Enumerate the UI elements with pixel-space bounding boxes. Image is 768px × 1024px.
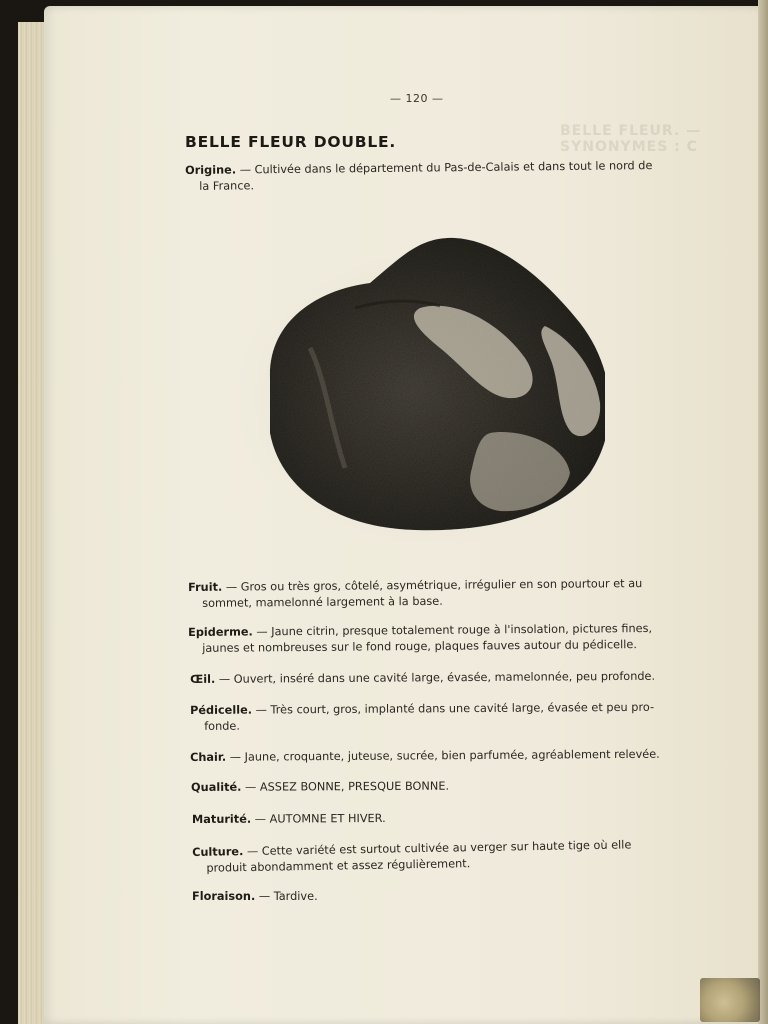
epiderme-text-cont: jaunes et nombreuses sur le fond rouge, plaques fauves autour du pédicelle.	[202, 638, 637, 655]
culture-text-cont: produit abondamment et assez régulièrement.	[206, 857, 471, 875]
origin-paragraph	[185, 158, 675, 195]
fruit-description	[188, 576, 666, 612]
fruit-text-cont: sommet, mamelonné largement à la base.	[202, 594, 443, 610]
origin-text-cont: la France.	[199, 179, 255, 193]
origin-label: Origine.	[185, 163, 237, 177]
pedicelle-text: — Très court, gros, implanté dans une cavité large, évasée et peu pro-	[251, 700, 655, 717]
chair-description	[190, 747, 668, 766]
pedicelle-text-cont: fonde.	[204, 719, 240, 733]
oeil-label: Œil.	[190, 672, 216, 686]
apple-photo-icon	[240, 228, 605, 543]
floraison-text: — Tardive.	[255, 890, 318, 903]
qualite-description	[191, 777, 669, 796]
page-number: — 120 —	[390, 92, 444, 105]
epiderme-description	[188, 621, 666, 657]
floraison-description	[192, 889, 670, 905]
culture-label: Culture.	[192, 845, 244, 859]
oeil-description	[190, 669, 668, 688]
floraison-label: Floraison.	[192, 890, 256, 903]
oeil-text: — Ouvert, inséré dans une cavité large, évasée, mamelonnée, peu profonde.	[215, 669, 656, 686]
culture-text: — Cette variété est surtout cultivée au verger sur haute tige où elle	[243, 838, 632, 859]
maturite-label: Maturité.	[192, 812, 252, 826]
qualite-text: — ASSEZ BONNE, PRESQUE BONNE.	[241, 779, 450, 794]
bleed-through-text: BELLE FLEUR. — SYNONYMES : C	[560, 123, 702, 155]
chair-label: Chair.	[190, 750, 227, 764]
origin-text: — Cultivée dans le département du Pas-de-Calais et dans tout le nord de	[236, 159, 653, 177]
watermark-logo-icon	[700, 978, 760, 1022]
fruit-text: — Gros ou très gros, côtelé, asymétrique, irrégulier en son pourtour et au	[222, 577, 643, 594]
maturite-text: — AUTOMNE ET HIVER.	[251, 811, 386, 826]
chair-text: — Jaune, croquante, juteuse, sucrée, bien parfumée, agréablement relevée.	[226, 747, 660, 764]
epiderme-text: — Jaune citrin, presque totalement rouge à l'insolation, pictures fines,	[252, 621, 653, 639]
page-title: BELLE FLEUR DOUBLE.	[185, 133, 397, 151]
epiderme-label: Epiderme.	[188, 625, 253, 639]
pedicelle-label: Pédicelle.	[190, 703, 253, 717]
pedicelle-description	[190, 700, 668, 735]
maturite-description	[192, 809, 670, 828]
fruit-label: Fruit.	[188, 580, 223, 594]
qualite-label: Qualité.	[191, 780, 242, 794]
